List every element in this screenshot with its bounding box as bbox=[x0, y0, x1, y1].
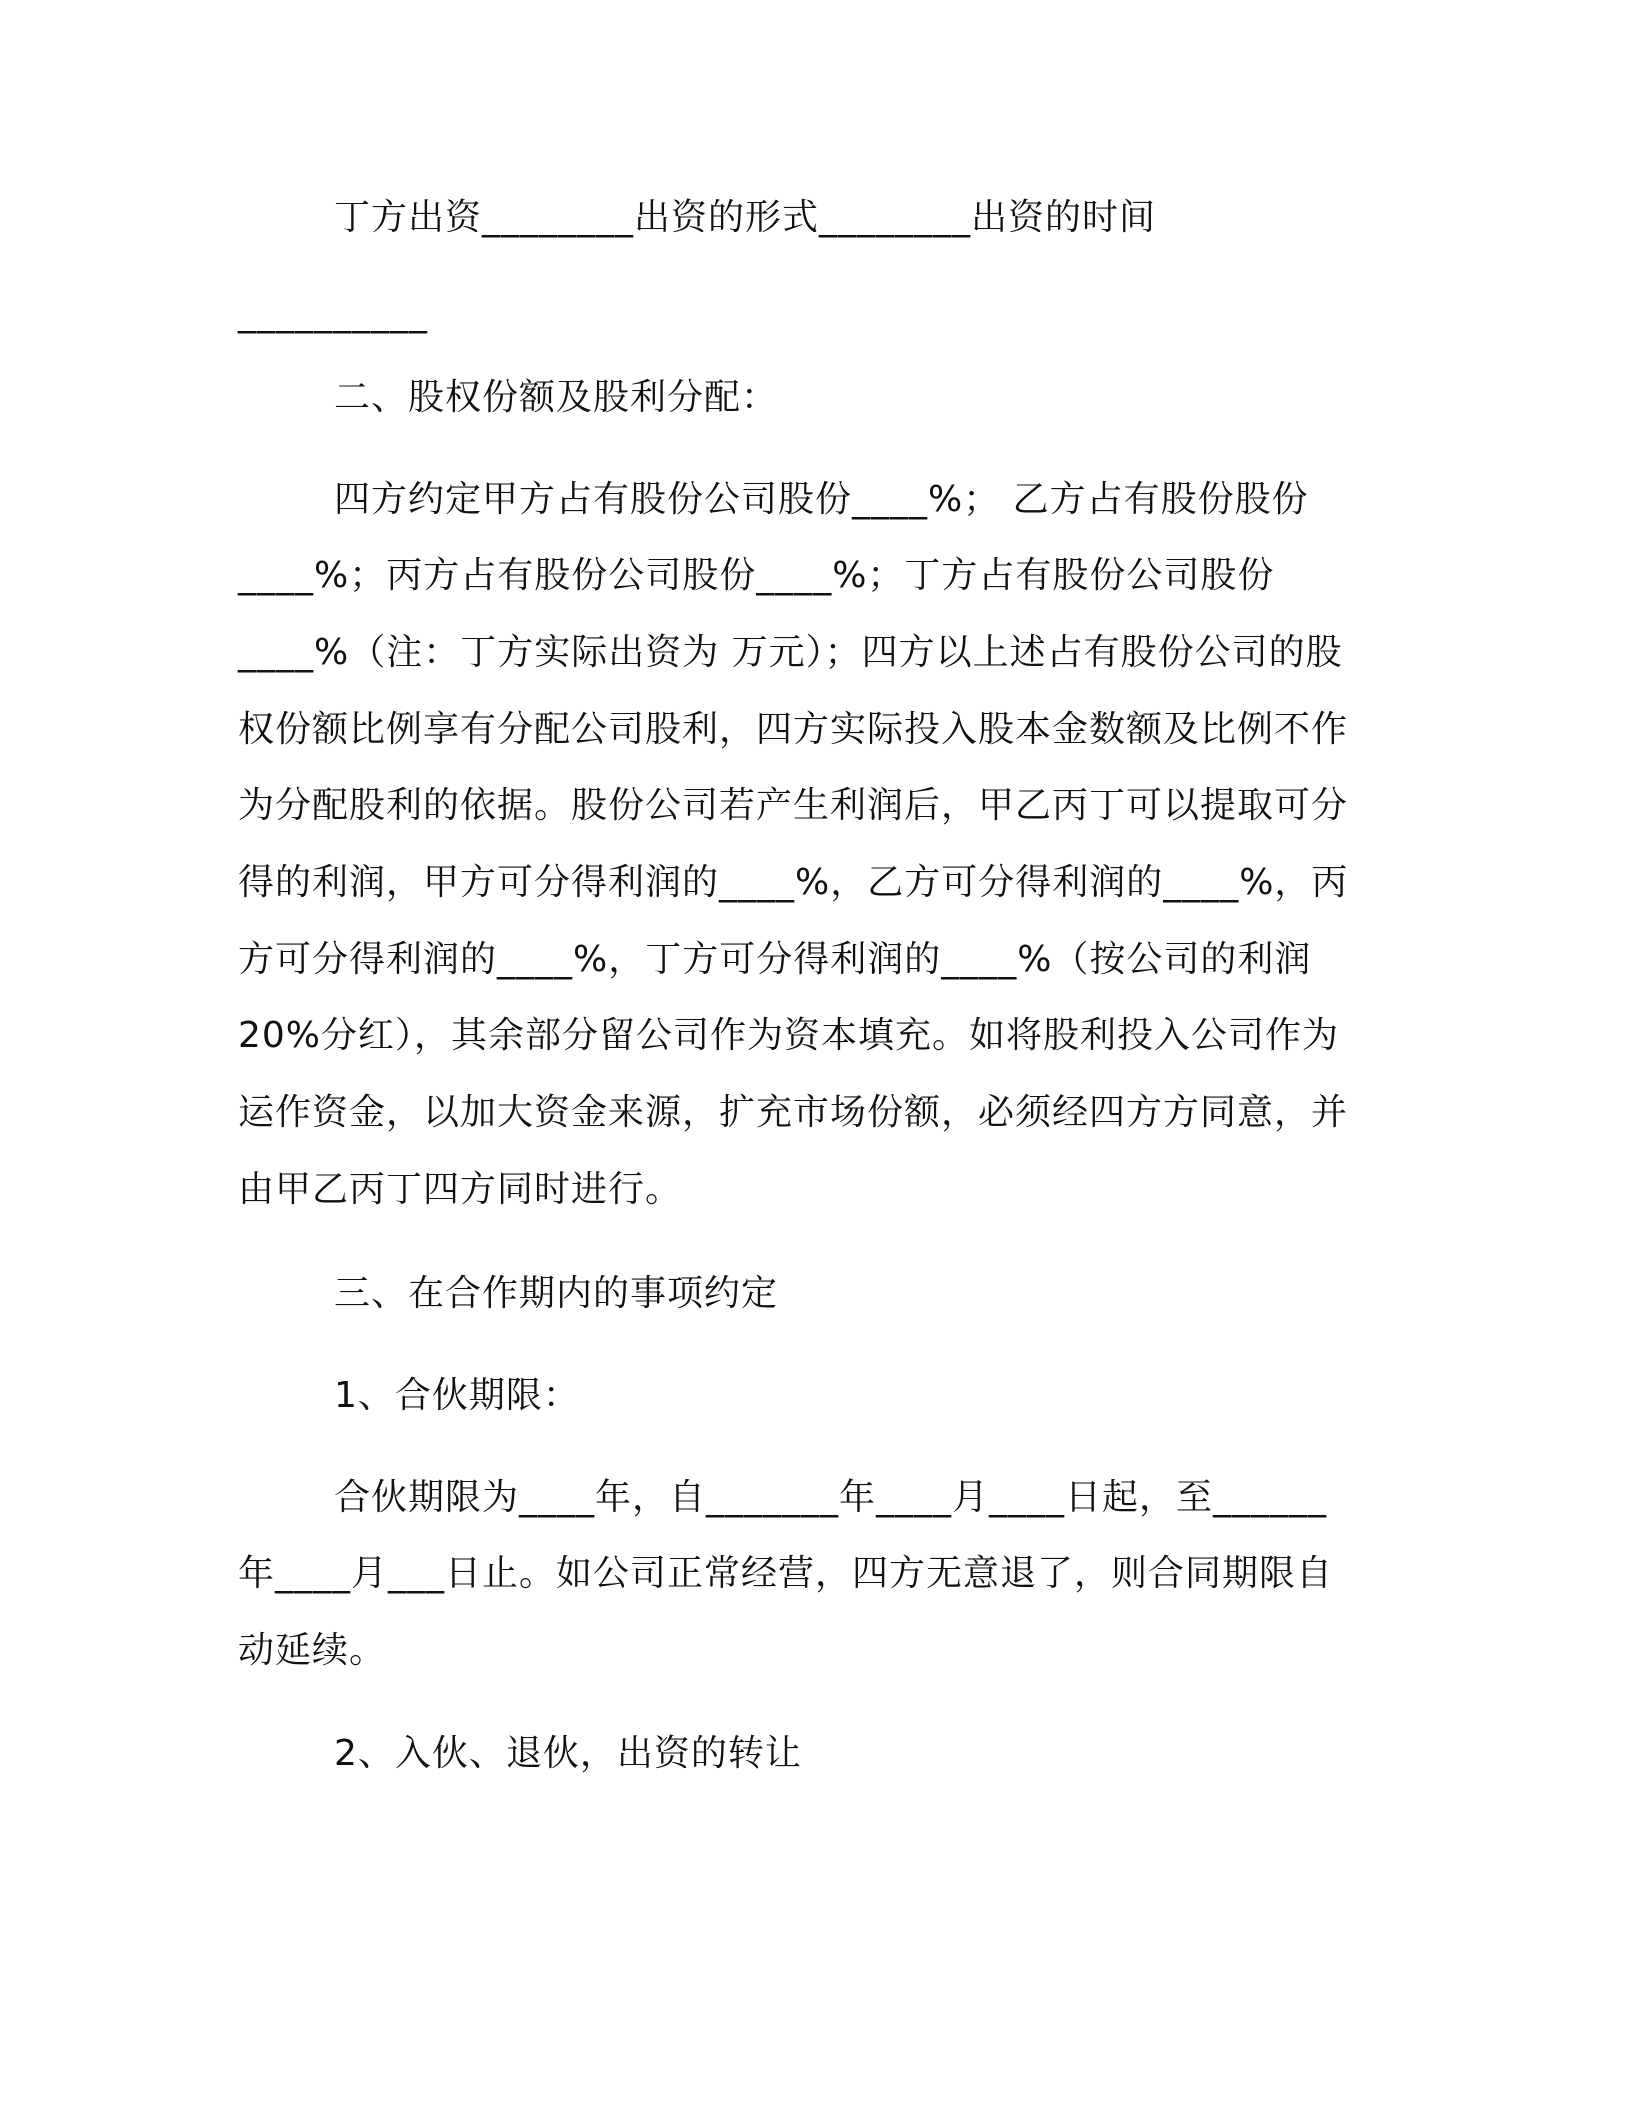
capital-contribution-ding-line: 丁方出资________出资的形式________出资的时间 bbox=[334, 197, 1157, 238]
equity-paragraph-line-6: 得的利润，甲方可分得利润的____%，乙方可分得利润的____%，丙 bbox=[238, 862, 1349, 903]
equity-paragraph-line-2: ____%；丙方占有股份公司股份____%；丁方占有股份公司股份 bbox=[238, 555, 1275, 596]
section-two-heading: 二、股权份额及股利分配： bbox=[334, 377, 779, 418]
equity-paragraph-line-7: 方可分得利润的____%，丁方可分得利润的____%（按公司的利润 bbox=[238, 939, 1312, 980]
term-paragraph-line-2: 年____月___日止。如公司正常经营，四方无意退了，则合同期限自 bbox=[238, 1553, 1334, 1594]
equity-paragraph-line-5: 为分配股利的依据。股份公司若产生利润后，甲乙丙丁可以提取可分 bbox=[238, 785, 1349, 826]
equity-paragraph-line-10: 由甲乙丙丁四方同时进行。 bbox=[238, 1169, 683, 1210]
partnership-transfer-subheading: 2、入伙、退伙，出资的转让 bbox=[334, 1733, 802, 1774]
term-subheading: 1、合伙期限： bbox=[334, 1375, 580, 1416]
equity-paragraph-line-4: 权份额比例享有分配公司股利，四方实际投入股本金数额及比例不作 bbox=[238, 709, 1349, 750]
section-three-heading: 三、在合作期内的事项约定 bbox=[334, 1273, 779, 1314]
equity-paragraph-line-1: 四方约定甲方占有股份公司股份____%； 乙方占有股份股份 bbox=[334, 479, 1309, 520]
equity-paragraph-line-3: ____%（注：丁方实际出资为 万元）；四方以上述占有股份公司的股 bbox=[238, 632, 1343, 673]
equity-paragraph-line-9: 运作资金，以加大资金来源，扩充市场份额，必须经四方方同意，并 bbox=[238, 1092, 1349, 1133]
term-paragraph-line-3: 动延续。 bbox=[238, 1630, 387, 1671]
equity-paragraph-line-8: 20%分红），其余部分留公司作为资本填充。如将股利投入公司作为 bbox=[238, 1015, 1340, 1056]
term-paragraph-line-1: 合伙期限为____年，自_______年____月____日起，至______ bbox=[334, 1477, 1328, 1518]
contribution-time-blank-line: __________ bbox=[238, 293, 428, 334]
